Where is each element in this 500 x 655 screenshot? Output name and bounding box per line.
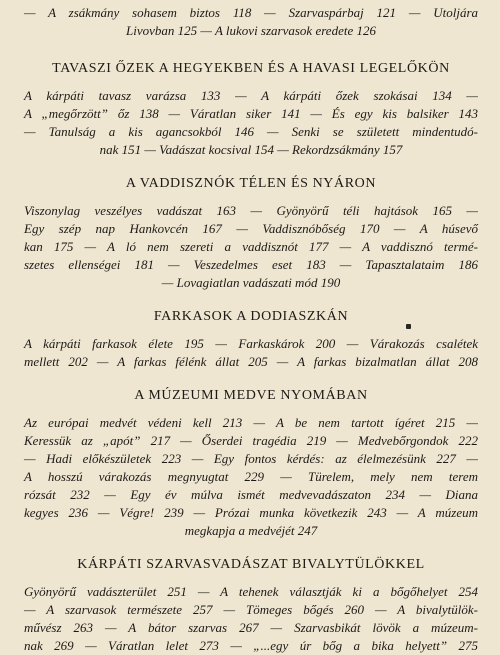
entry-line: A „megőrzött” őz 138 — Váratlan siker 141 — És egy kis balsiker 143 bbox=[24, 106, 478, 121]
section-heading: KÁRPÁTI SZARVASVADÁSZAT BIVALYTÜLÖKKEL bbox=[77, 557, 425, 572]
entry-line: Viszonylag veszélyes vadászat 163 — Gyönyörű téli hajtások 165 — bbox=[24, 203, 478, 218]
entry-line: Egy szép nap Hankovcén 167 — Vaddisznóbőség 170 — A húsevő bbox=[24, 221, 478, 236]
entry-line: rózsát 232 — Egy év múlva ismét medvevadászaton 234 — Diana bbox=[24, 487, 478, 502]
entries-list bbox=[24, 4, 478, 40]
top-entries bbox=[24, 4, 478, 40]
section-wild-boars bbox=[24, 175, 478, 292]
entry-line: kegyes 236 — Végre! 239 — Prózai munka következik 243 — A múzeum bbox=[24, 505, 478, 520]
entries-list bbox=[24, 414, 478, 540]
entry-line: Gyönyörű vadászterület 251 — A tehenek választják ki a bőgőhelyet 254 bbox=[24, 584, 478, 599]
section-red-deer-buffalo-horn bbox=[24, 556, 478, 655]
section-heading: FARKASOK A DODIASZKÁN bbox=[153, 309, 349, 324]
entry-line: szetes ellenségei 181 — Veszedelmes eset 183 — Tapasztalataim 186 bbox=[24, 257, 478, 272]
entry-line: — Tanulság a kis agancsokból 146 — Senki se született mindentudó- bbox=[24, 124, 478, 139]
entry-line: nak 269 — Váratlan lelet 273 — „...egy úr bőg a bika helyett” 275 bbox=[24, 638, 478, 653]
entries-list bbox=[24, 335, 478, 371]
entry-line: — A zsákmány sohasem biztos 118 — Szarvaspárbaj 121 — Utoljára bbox=[24, 5, 478, 20]
entry-line: művész 263 — A bátor szarvas 267 — Szarvasbikát lövök a múzeum- bbox=[24, 620, 478, 635]
entries-list bbox=[24, 583, 478, 655]
section-museum-bear bbox=[24, 387, 478, 540]
entry-line: — Lovagiatlan vadászati mód 190 bbox=[161, 275, 341, 290]
entry-line: A hosszú várakozás megnyugtat 229 — Türelem, mely nem terem bbox=[24, 469, 478, 484]
section-spring-roe-deer bbox=[24, 60, 478, 159]
section-wolves bbox=[24, 308, 478, 371]
entry-line: A kárpáti tavasz varázsa 133 — A kárpáti őzek szokásai 134 — bbox=[24, 88, 478, 103]
entry-line: — A szarvasok természete 257 — Tömeges bőgés 260 — A bivalytülök- bbox=[24, 602, 478, 617]
section-heading: A MÚZEUMI MEDVE NYOMÁBAN bbox=[134, 388, 368, 403]
section-heading: TAVASZI ŐZEK A HEGYEKBEN ÉS A HAVASI LEGELŐKÖN bbox=[52, 61, 450, 76]
entry-line: Az európai medvét védeni kell 213 — A be nem tartott ígéret 215 — bbox=[24, 415, 478, 430]
entry-line: — Hadi előkészületek 223 — Egy fontos kérdés: az élelmezésünk 227 — bbox=[24, 451, 478, 466]
entry-line: mellett 202 — A farkas félénk állat 205 — A farkas bizalmatlan állat 208 bbox=[24, 354, 478, 369]
entries-list bbox=[24, 87, 478, 159]
entry-line: megkapja a medvéjét 247 bbox=[184, 523, 318, 538]
entry-line: Keressük az „apót” 217 — Őserdei tragédia 219 — Medvebőrgondok 222 bbox=[24, 433, 478, 448]
ink-spot-mark bbox=[406, 324, 411, 329]
entry-line: kan 175 — A ló nem szereti a vaddisznót 177 — A vaddisznó termé- bbox=[24, 239, 478, 254]
section-heading: A VADDISZNÓK TÉLEN ÉS NYÁRON bbox=[125, 176, 377, 191]
entry-line: A kárpáti farkasok élete 195 — Farkaskárok 200 — Várakozás csalétek bbox=[24, 336, 478, 351]
entries-list bbox=[24, 202, 478, 292]
entry-line: nak 151 — Vadászat kocsival 154 — Rekordzsákmány 157 bbox=[99, 142, 403, 157]
entry-line: Livovban 125 — A lukovi szarvasok eredete 126 bbox=[126, 23, 376, 38]
